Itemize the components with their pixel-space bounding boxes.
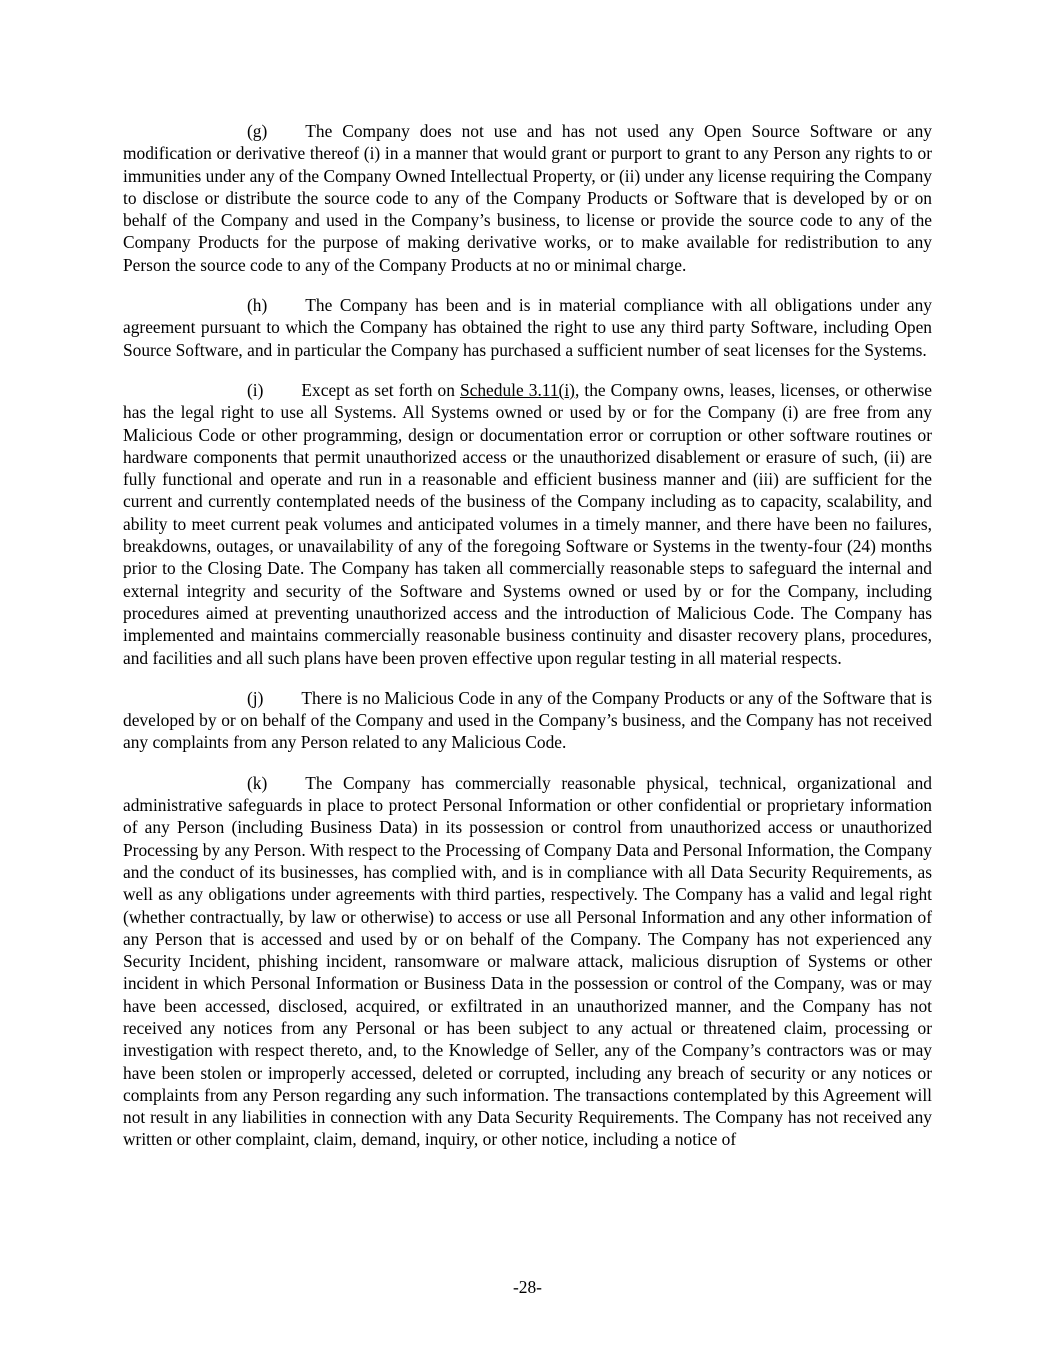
paragraph-g <box>123 120 932 276</box>
paragraph-text: There is no Malicious Code in any of the Company Products or any of the Software that is developed by or on behalf of the Company and used in the Company’s business, and the Company has not received any complaints from any Person related to any Malicious Code. <box>123 687 932 753</box>
document-body <box>123 120 932 1151</box>
paragraph-text: The Company has commercially reasonable physical, technical, organizational and administrative safeguards in place to protect Personal Information or other confidential or proprietary information of any Person (including Business Data) in its possession or control from unauthorized access or unauthorized Processing by any Person. With respect to the Processing of Company Data and Personal Information, the Company and the conduct of its businesses, has complied with, and is in compliance with all Data Security Requirements, as well as any obligations under agreements with third parties, respectively. The Company has a valid and legal right (whether contractually, by law or otherwise) to access or use all Personal Information and any other information of any Person that is accessed and used by or on behalf of the Company. The Company has not experienced any Security Incident, phishing incident, ransomware or malware attack, malicious disruption of Systems or other incident in which Personal Information or Business Data in the possession or control of the Company, was or may have been accessed, disclosed, acquired, or exfiltrated in an unauthorized manner, and the Company has not received any notices from any Personal or has been subject to any actual or threatened claim, processing or investigation with respect thereto, and, to the Knowledge of Seller, any of the Company’s contractors was or may have been stolen or improperly accessed, deleted or corrupted, including any breach of security or any notices or complaints from any Person regarding any such information. The transactions contemplated by this Agreement will not result in any liabilities in connection with any Data Security Requirements. The Company has not received any written or other complaint, claim, demand, inquiry, or other notice, including a notice of <box>123 772 932 1150</box>
paragraph-h <box>123 294 932 361</box>
paragraph-label: (j) <box>247 687 264 708</box>
paragraph-i <box>123 379 932 669</box>
paragraph-k <box>123 772 932 1151</box>
schedule-reference: Schedule 3.11(i) <box>459 379 575 400</box>
paragraph-label: (g) <box>247 121 268 141</box>
paragraph-label: (i) <box>247 379 264 400</box>
paragraph-text: Except as set forth on <box>301 379 460 400</box>
paragraph-text: The Company does not use and has not used any Open Source Software or any modification or derivative thereof (i) in a manner that would grant or purport to grant to any Person any rights to or immunities under any of the Company Owned Intellectual Property, or (ii) under any license requiring the Company to disclose or distribute the source code to any of the Company Products or Software that is developed by or on behalf of the Company and used in the Company’s business, to license or provide the source code to any of the Company Products for the purpose of making derivative works, or to make available for redistribution to any Person the source code to any of the Company Products at no or minimal charge. <box>123 121 932 275</box>
paragraph-j <box>123 687 932 754</box>
paragraph-label: (h) <box>247 295 268 316</box>
paragraph-text: , the Company owns, leases, licenses, or otherwise has the legal right to use all Systems. All Systems owned or used by or for the Company (i) are free from any Malicious Code or other programming, design or documentation error or corruption or other software routines or hardware components that permit unauthorized access or the unauthorized disablement or erasure of such, (ii) are fully functional and operate and run in a reasonable and efficient business manner and (iii) are sufficient for the current and currently contemplated needs of the business of the Company including as to capacity, scalability, and ability to meet current peak volumes and anticipated volumes in a timely manner, and there have been no failures, breakdowns, outages, or unavailability of any of the foregoing Software or Systems in the twenty-four (24) months prior to the Closing Date. The Company has taken all commercially reasonable steps to safeguard the internal and external integrity and security of the Software and Systems owned or used by or for the Company, including procedures aimed at preventing unauthorized access and the introduction of Malicious Code. The Company has implemented and maintains commercially reasonable business continuity and disaster recovery plans, procedures, and facilities and all such plans have been proven effective upon regular testing in all material respects. <box>123 379 932 668</box>
page-number: -28- <box>513 1277 542 1297</box>
paragraph-label: (k) <box>247 772 268 793</box>
paragraph-text: The Company has been and is in material compliance with all obligations under any agreement pursuant to which the Company has obtained the right to use any third party Software, including Open Source Software, and in particular the Company has purchased a sufficient number of seat licenses for the Systems. <box>123 295 932 360</box>
